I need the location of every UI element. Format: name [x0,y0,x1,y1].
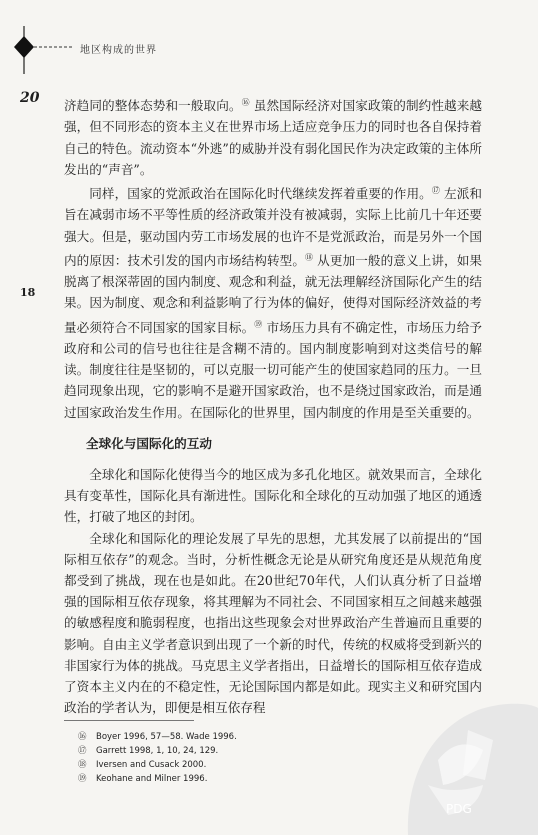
body-text [64,92,482,718]
footnote: ⑯ Boyer 1996, 57—58. Wade 1996. [78,732,237,742]
running-header [6,26,236,76]
footnote-marker: ⑱ [305,252,314,262]
footnote-marker: ⑰ [431,186,440,195]
section-heading: 全球化与国际化的互动 [86,435,212,451]
paragraph: 同样，国家的党派政治在国际化时代继续发挥着重要的作用。⑰ 左派和旨在减弱市场不平等性质的经济政策并没有被减弱，实际上比前几十年还要强大。但是，驱动国内劳工市场发展的也许不是党派政治，而是另外一个国内的原因：技术引发的国内市场结构转型。⑱ 从更加一般的意义上讲，如果脱离了根深蒂固的国内制度、观念和利益，就无法理解经济国际化产生的结果。因为制度、观念和利益影响了行为体的偏好，使得对国际经济效益的考量必须符合不同国家的国家目标。⑲ 市场压力具有不确定性，市场压力给予政府和公司的信号也往往是含糊不清的。国内制度影响到对这类信号的解读。制度往往是坚韧的，可以克服一切可能产生的使国家趋同的压力。一旦趋同现象出现，它的影响不是避开国家政治，也不是绕过国家政治，而是通过国家政治发生作用。在国际化的世界里，国内制度的作用是至关重要的。 [64,186,483,420]
footnote: ⑰ Garrett 1998, 1, 10, 24, 129. [78,746,219,756]
footnote-marker: ⑲ [254,319,263,329]
footnotes [78,730,237,786]
footnote: ⑱ Iversen and Cusack 2000. [78,760,207,770]
paragraph: 全球化和国际化使得当今的地区成为多孔化地区。就效果而言，全球化具有变革性，国际化具有渐进性。国际化和全球化的互动加强了地区的通透性，打破了地区的封闭。 [64,467,482,525]
footnote-marker: ⑯ [241,98,250,107]
footnote: ⑲ Keohane and Milner 1996. [78,774,208,784]
running-title: 地区构成的世界 [80,45,157,56]
paragraph: 全球化和国际化的理论发展了早先的思想，尤其发展了以前提出的“国际相互依存”的观念。当时，分析性概念无论是从研究角度还是从规范角度都受到了挑战，现在也是如此。在20世纪70年代，人们认真分析了日益增强的国际相互依存现象，将其理解为不同社会、不同国家相互之间越来越强的敏感程度和脆弱程度，也指出这些现象会对世界政治产生普遍而且重要的影响。自由主义学者意识到出现了一个新的时代，传统的权威将受到新兴的非国家行为体的挑战。马克思主义学者指出，日益增长的国际相互依存造成了资本主义内在的不稳定性，无论国际国内都是如此。现实主义和研究国内政治的学者认为，即便是相互依存程 [64,530,482,716]
footnote-rule [64,720,194,721]
watermark-label: PDG [446,802,472,816]
paragraph: 济趋同的整体态势和一般取向。⑯ 虽然国际经济对国家政策的制约性越来越强，但不同形态的资本主义在世界市场上适应竞争压力的同时也各自保持着自己的特色。流动资本“外逃”的威胁并没有弱化国民作为决定政策的主体所发出的“声音”。 [64,98,483,177]
pdg-watermark [398,690,538,835]
margin-page-number: 18 [20,286,36,299]
page-number: 20 [20,90,40,106]
